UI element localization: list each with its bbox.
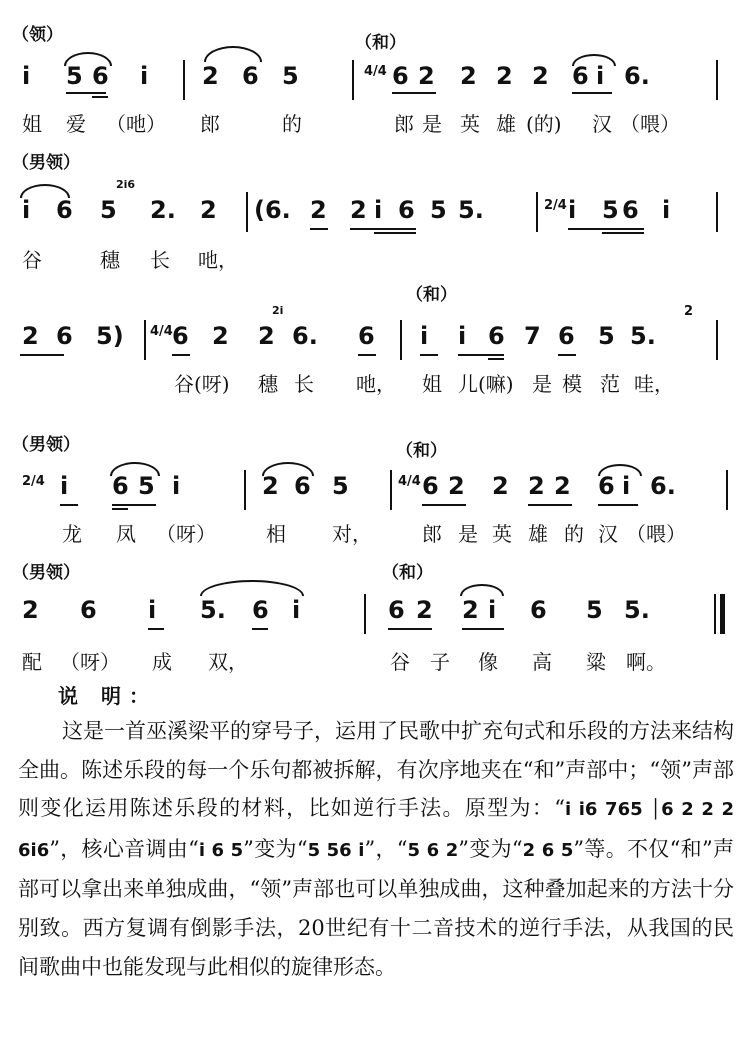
lyric: 粱 — [586, 650, 606, 674]
lyric: 姐 — [422, 372, 442, 396]
lyric: 对， — [332, 522, 372, 546]
lyric: 像 — [478, 650, 498, 674]
note: i — [22, 196, 31, 224]
note: 5. — [630, 322, 656, 350]
note: 6 — [388, 596, 405, 624]
note: i — [60, 472, 69, 500]
note: i — [292, 596, 301, 624]
lyric: 郎 — [394, 112, 414, 136]
part-label: （和） — [355, 33, 406, 53]
inline-notation: 2 6 5 — [522, 839, 574, 861]
note: 2 — [350, 196, 367, 224]
lyric: (的) — [526, 112, 562, 136]
note: 6. — [624, 62, 650, 90]
lyric: 汉 — [598, 522, 618, 546]
note: 2 — [418, 62, 435, 90]
lyric: 英 — [460, 112, 480, 136]
note: 6 — [252, 596, 269, 624]
lyric: 的 — [564, 522, 584, 546]
lyric: 郎 — [422, 522, 442, 546]
note: 6 — [398, 196, 415, 224]
note: 2. — [150, 196, 176, 224]
note: 7 — [524, 322, 541, 350]
note: 2 — [310, 196, 327, 224]
note: 6 — [392, 62, 409, 90]
lyric: 是 — [458, 522, 478, 546]
note: 6 — [572, 62, 589, 90]
lyric: 成 — [152, 650, 172, 674]
note: i — [568, 196, 577, 224]
note: 5. — [458, 196, 484, 224]
note: 6 — [422, 472, 439, 500]
inline-notation: i i6 765 │6 2 2 2 6i6 — [18, 799, 734, 861]
note: 6 — [56, 196, 73, 224]
note: 2 — [202, 62, 219, 90]
inline-notation: 5 56 i — [307, 839, 365, 861]
note: 2 — [462, 596, 479, 624]
note: 2 — [496, 62, 513, 90]
note: 5 — [138, 472, 155, 500]
note: 6 — [530, 596, 547, 624]
lyric: 凤 — [116, 522, 136, 546]
note: 2 — [416, 596, 433, 624]
lyric: 雄 — [496, 112, 516, 136]
note: 6 — [558, 322, 575, 350]
lyric: 龙 — [62, 522, 82, 546]
lyric: 模 — [562, 372, 582, 396]
part-label: （和） — [382, 563, 433, 583]
note: 2 — [492, 472, 509, 500]
lyric: 啊。 — [626, 650, 666, 674]
lyric: 哇， — [634, 372, 674, 396]
part-label: （男领） — [12, 153, 80, 173]
note: i — [596, 62, 605, 90]
note: 6 — [80, 596, 97, 624]
lyrics-line — [20, 518, 730, 548]
notation-line — [20, 596, 730, 626]
lyric: 姐 — [22, 112, 42, 136]
grace-notes: 2i — [272, 304, 284, 317]
note: i — [488, 596, 497, 624]
note: 5 — [332, 472, 349, 500]
time-signature: 4/4 — [364, 64, 387, 79]
notation-line — [20, 304, 730, 352]
note: 6 — [112, 472, 129, 500]
inline-notation: i 6 5 — [198, 839, 244, 861]
inline-notation: 5 6 2 — [407, 839, 459, 861]
grace-notes: 2i6 — [116, 178, 136, 191]
note: 5. — [200, 596, 226, 624]
part-label: （和） — [406, 285, 457, 305]
lyric: 儿(嘛) — [458, 372, 514, 396]
note: 5 — [598, 322, 615, 350]
note: 5 — [66, 62, 83, 90]
lyric: 穗 — [258, 372, 278, 396]
lyric: 长 — [294, 372, 314, 396]
lyric: 配 — [22, 650, 42, 674]
note: 6 — [488, 322, 505, 350]
lyric: 英 — [492, 522, 512, 546]
note: 5. — [624, 596, 650, 624]
notation-line — [20, 178, 730, 226]
note: 5) — [96, 322, 124, 350]
lyric: 吔， — [198, 248, 238, 272]
lyric: 汉 — [592, 112, 612, 136]
note: i — [622, 472, 631, 500]
lyric: 吔， — [356, 372, 396, 396]
note: 2 — [448, 472, 465, 500]
lyric: 是 — [532, 372, 552, 396]
note: 5 — [430, 196, 447, 224]
part-label: （领） — [12, 25, 63, 45]
description-title: 说 明： — [58, 684, 157, 708]
note: 2 — [460, 62, 477, 90]
lyric: 长 — [150, 248, 170, 272]
lyric: 的 — [282, 112, 302, 136]
note: 2 — [200, 196, 217, 224]
lyric: 雄 — [528, 522, 548, 546]
description-text: 这是一首巫溪梁平的穿号子，运用了民歌中扩充句式和乐段的方法来结构全曲。陈述乐段的每一个乐句都被拆解，有次序地夹在“和”声部中；“领”声部则变化运用陈述乐段的材料，比如逆行手法。原型为：“i i6 765 │6 2 2 2 6i6”，核心音调由“i 6 5”变为“5 56 i”，“5 6 2”变为“2 6 5”等。不仅“和”声部可以拿出来单独成曲，“领”声部也可以单独成曲，这种叠加起来的方法十分别致。西方复调有倒影手法，20世纪有十二音技术的逆行手法，从我国的民间歌曲中也能发现与此相似的旋律形态。 — [18, 719, 734, 979]
note: 2 — [532, 62, 549, 90]
lyric: 高 — [532, 650, 552, 674]
note: i — [148, 596, 157, 624]
lyrics-line — [20, 646, 730, 676]
note: 6. — [650, 472, 676, 500]
part-label: （男领） — [12, 435, 80, 455]
note: i — [374, 196, 383, 224]
lyric: 穗 — [100, 248, 120, 272]
lyrics-line — [20, 108, 730, 138]
lyric: （喂） — [620, 112, 680, 136]
note: 2 — [554, 472, 571, 500]
note: 5 — [586, 596, 603, 624]
lyric: 谷 — [22, 248, 42, 272]
note: 5 — [602, 196, 619, 224]
note: 2 — [22, 322, 39, 350]
lyrics-line — [20, 368, 730, 398]
lyric: （喂） — [626, 522, 686, 546]
note: i — [458, 322, 467, 350]
lyric: 是 — [422, 112, 442, 136]
note: 6 — [172, 322, 189, 350]
lyric: 爱 — [66, 112, 86, 136]
lyric: （呀） — [156, 522, 216, 546]
note: 2 — [258, 322, 275, 350]
time-signature: 4/4 — [150, 324, 173, 339]
note: 5 — [282, 62, 299, 90]
lyric: 谷(呀) — [174, 372, 230, 396]
note: 6 — [242, 62, 259, 90]
note: 2 — [22, 596, 39, 624]
time-signature: 2/4 — [22, 474, 45, 489]
note: i — [22, 62, 31, 90]
note: 2 — [212, 322, 229, 350]
lyric: 郎 — [200, 112, 220, 136]
note: 6 — [294, 472, 311, 500]
note: i — [420, 322, 429, 350]
note: 6 — [622, 196, 639, 224]
time-signature: 2/4 — [544, 198, 567, 213]
note: 2 — [528, 472, 545, 500]
time-signature: 4/4 — [398, 474, 421, 489]
note: 6. — [292, 322, 318, 350]
lyric: （吔） — [106, 112, 166, 136]
lyric: 子 — [430, 650, 450, 674]
note: 2 — [262, 472, 279, 500]
note: 6 — [358, 322, 375, 350]
lyric: 双， — [208, 650, 248, 674]
note: 6 — [56, 322, 73, 350]
part-label: （和） — [396, 441, 447, 461]
note: i — [662, 196, 671, 224]
note: 2 — [684, 304, 694, 319]
lyric: 相 — [266, 522, 286, 546]
notation-line — [20, 62, 730, 92]
note: 6 — [598, 472, 615, 500]
lyrics-line — [20, 244, 730, 274]
note: i — [140, 62, 149, 90]
note: 5 — [100, 196, 117, 224]
note: i — [172, 472, 181, 500]
note: 6 — [92, 62, 109, 90]
notation-line — [20, 472, 730, 502]
lyric: 谷 — [390, 650, 410, 674]
lyric: 范 — [600, 372, 620, 396]
part-label: （男领） — [12, 563, 80, 583]
lyric: （呀） — [60, 650, 120, 674]
note: (6. — [254, 196, 291, 224]
